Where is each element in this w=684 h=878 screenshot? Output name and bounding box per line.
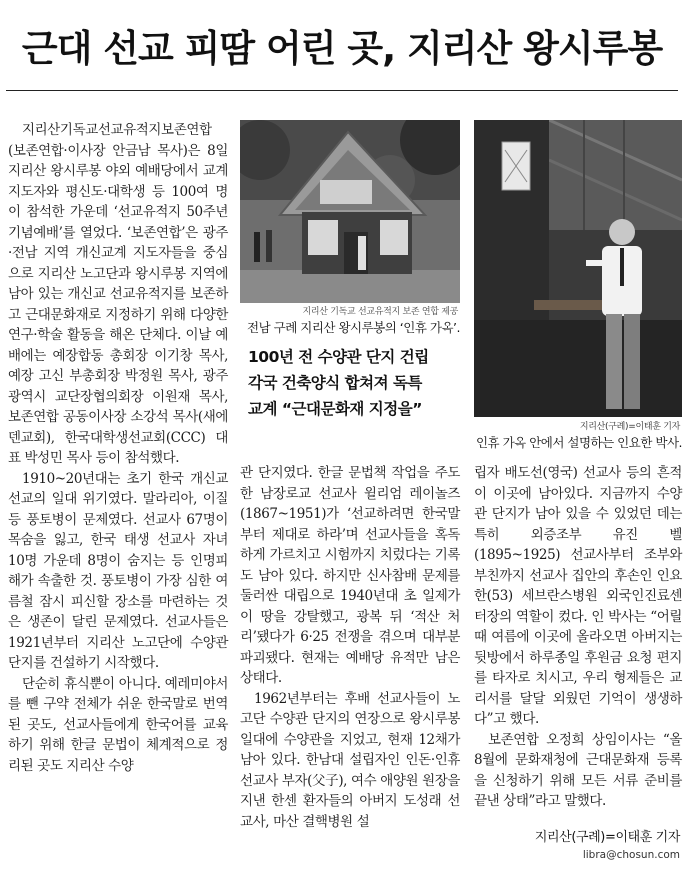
col2-paragraph-2: 1962년부터는 후배 선교사들이 노고단 수양관 단지의 연장으로 왕시루봉 일대에 수양관을 지었고, 현재 12채가 남아 있다. 한남대 설립자인 인돈·인휴 선교사 부자(父子), 여수 애양원 원장을 지낸 한센 환자들의 아버지 도성래 선교사, 마산 결핵병원 설 bbox=[240, 690, 460, 830]
subhead-line-2: 각국 건축양식 합쳐져 독특 bbox=[248, 374, 422, 392]
interior-photo bbox=[474, 120, 682, 417]
col1-paragraph-2: 1910~20년대는 초기 한국 개신교 선교의 일대 위기였다. 말라리아, 이질 등 풍토병이 문제였다. 선교사 67명이 목숨을 잃고, 한국 태생 선교사 자녀 10명 가운데 8명이 숨지는 등 인명피해가 속출한 것. 풍토병이 가장 심한 여름철 잠시 피신할 장소를 마련하는 것은 생존이 달린 문제였다. 선교사들은 1921년부터 지리산 노고단에 수양관 단지를 건설하기 시작했다. bbox=[8, 470, 228, 671]
subhead-line-3: 교계 “근대문화재 지정을” bbox=[248, 400, 422, 418]
byline: 지리산(구례)=이태훈 기자 bbox=[534, 830, 680, 845]
col3-paragraph-2: 보존연합 오정희 상임이사는 “올 8월에 문화재청에 근대문화재 등록을 신청하기 위해 모든 서류 준비를 끝낸 상태”라고 말했다. bbox=[474, 731, 682, 809]
col1-paragraph-3: 단순히 휴식뿐이 아니다. 예레미야서를 뺀 구약 전체가 쉬운 한국말로 번역된 곳도, 선교사들에게 한국어를 교육하기 위해 한글 문법이 체계적으로 정리된 곳도 지리산 수양 bbox=[8, 675, 228, 774]
cabin-photo bbox=[240, 120, 460, 303]
column-3 bbox=[474, 463, 682, 812]
col3-paragraph-1: 립자 배도선(영국) 선교사 등의 흔적이 이곳에 남아있다. 지금까지 수양관 단지가 남아 있을 수 있었던 데는 특히 외증조부 유진 벨(1895~1925) 선교사부터 조부와 부친까지 선교사 집안의 후손인 인요한(53) 세브란스병원 외국인진료센터장의 역할이 컸다. 인 박사는 “어릴 때 여름에 이곳에 올라오면 아버지는 뒷방에서 하루종일 후원금 요청 편지를 타자로 치시고, 우리 형제들은 교리서를 달달 외웠던 기억이 생생하다”고 했다. bbox=[474, 465, 682, 727]
photo1-credit: 지리산 기독교 선교유적지 보존 연합 제공 bbox=[302, 307, 458, 317]
photo1-caption: 전남 구례 지리산 왕시루봉의 ‘인휴 가옥’. bbox=[247, 320, 460, 335]
headline-rule bbox=[6, 90, 678, 91]
reporter-email: libra@chosun.com bbox=[582, 849, 680, 861]
col2-paragraph-1: 관 단지였다. 한글 문법책 작업을 주도한 남장로교 선교사 윌리엄 레이놀즈(1867~1951)가 ‘선교하려면 한국말부터 제대로 하라’며 선교사들을 혹독하게 가르치고 시험까지 치렀다는 기록도 남아 있다. 하지만 신사참배 문제를 둘러싼 대립으로 1940년대 초 일제가 이 땅을 강탈했고, 광복 뒤 ‘적산 처리’됐다가 6·25 전쟁을 겪으며 대부분 파괴됐다. 현재는 예배당 유적만 남은 상태다. bbox=[240, 465, 460, 686]
photo2-credit: 지리산(구례)=이태훈 기자 bbox=[579, 422, 680, 432]
subheads bbox=[248, 344, 462, 422]
photo2-caption: 인휴 가옥 안에서 설명하는 인요한 박사. bbox=[475, 435, 682, 450]
subhead-line-1: 100년 전 수양관 단지 건립 bbox=[248, 348, 429, 366]
col1-paragraph-1: 지리산기독교선교유적지보존연합(보존연합·이사장 안금남 목사)은 8일 지리산 왕시루봉 야외 예배당에서 교계 지도자와 평신도·대학생 등 100여 명이 참석한 가운데 ‘선교유적지 50주년 기념예배’를 열었다. ‘보존연합’은 광주·전남 지역 개신교계 지도자들을 중심으로 지리산 노고단과 왕시루봉 지역에 남아 있는 개신교 선교유적지를 보존하고 근대문화재로 지정하기 위해 다양한 연구·학술 활동을 해온 단체다. 이날 예배에는 예장합동 총회장 이기창 목사, 예장 고신 부총회장 박정원 목사, 광주광역시 교단장협의회장 이원재 목사, 보존연합 공동이사장 소강석 목사(새에덴교회), 한국대학생선교회(CCC) 대표 박성민 목사 등이 참석했다. bbox=[8, 122, 228, 466]
column-1 bbox=[8, 120, 228, 776]
column-2 bbox=[240, 463, 460, 832]
headline: 근대 선교 피땀 어린 곳, 지리산 왕시루봉 bbox=[21, 27, 663, 70]
